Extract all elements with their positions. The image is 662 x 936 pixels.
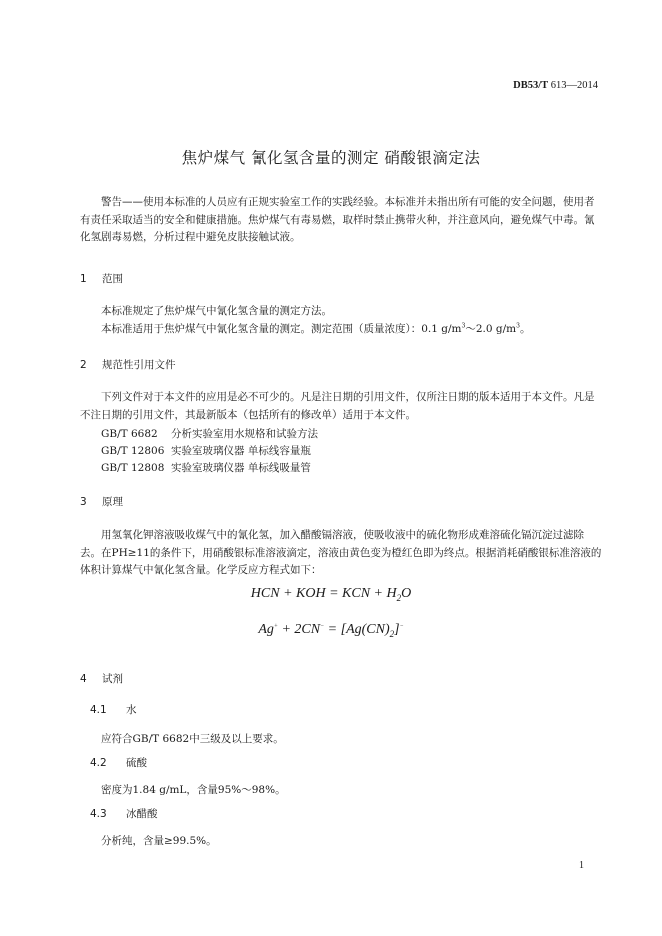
section-number: 2: [80, 359, 87, 371]
standard-code-number: 613—2014: [548, 80, 598, 91]
equation-1: [0, 586, 662, 603]
section-2-heading: [80, 357, 176, 372]
subsection-4-1-heading: [90, 702, 137, 717]
section-title: 原理: [102, 496, 123, 508]
principle-paragraph: 用氢氧化钾溶液吸收煤气中的氰化氢，加入醋酸镉溶液，使吸收液中的硫化物形成难溶硫化镉沉淀过滤除去。在PH≥11的条件下，用硝酸银标准溶液滴定，溶液由黄色变为橙红色即为终点。根据消耗硝酸银标准溶液的体积计算煤气中氰化氢含量。化学反应方程式如下：: [80, 529, 602, 576]
subsection-title: 水: [126, 704, 137, 716]
reference-title: 实验室玻璃仪器 单标线吸量管: [171, 462, 311, 474]
reagent-description: 应符合GB/T 6682中三级及以上要求。: [101, 733, 284, 745]
standard-code-prefix: DB53/T: [513, 80, 549, 91]
equation-lhs: HCN + KOH = KCN + H: [250, 586, 397, 601]
complex-close: ]: [394, 622, 400, 637]
subsection-title: 冰醋酸: [126, 808, 158, 820]
reference-title: 实验室玻璃仪器 单标线容量瓶: [171, 445, 311, 457]
ion-charge: −: [320, 623, 325, 630]
reference-title: 分析实验室用水规格和试验方法: [171, 428, 318, 440]
ion-charge: −: [399, 623, 404, 630]
scope-paragraph-1: 本标准规定了焦炉煤气中氰化氢含量的测定方法。: [101, 305, 332, 317]
equation-2: [0, 622, 662, 639]
section-4-heading: [80, 671, 123, 686]
scope-end: 。: [519, 323, 531, 335]
document-title: 焦炉煤气 氰化氢含量的测定 硝酸银滴定法: [181, 149, 481, 167]
section-title: 范围: [102, 273, 123, 285]
silver-ion: Ag: [258, 622, 274, 637]
scope-range-upper: ～2.0 g/m: [465, 323, 517, 335]
cyanide-term: + 2CN: [277, 622, 321, 637]
subsection-number: 4.2: [90, 757, 107, 769]
section-1-heading: [80, 271, 123, 286]
complex-subscript: 2: [389, 628, 395, 639]
unit-exponent: 3: [516, 322, 520, 330]
standard-code: [513, 80, 598, 91]
unit-exponent: 3: [461, 322, 466, 330]
reagent-description: 密度为1.84 g/mL，含量95%～98%。: [101, 784, 286, 796]
subsection-4-3-heading: [90, 806, 158, 821]
section-title: 试剂: [102, 673, 123, 685]
complex-open: [Ag(CN): [340, 622, 390, 637]
section-number: 4: [80, 673, 87, 685]
subsection-4-2-heading: [90, 755, 147, 770]
section-number: 3: [80, 496, 87, 508]
reference-standard: GB/T 6682: [101, 428, 158, 440]
section-title: 规范性引用文件: [102, 359, 176, 371]
subsection-title: 硫酸: [126, 757, 147, 769]
normative-intro: 下列文件对于本文件的应用是必不可少的。凡是注日期的引用文件，仅所注日期的版本适用于本文件。凡是不注日期的引用文件，其最新版本（包括所有的修改单）适用于本文件。: [80, 391, 595, 421]
equation-subscript: 2: [396, 592, 402, 603]
subsection-number: 4.1: [90, 704, 107, 716]
reference-item: [101, 426, 318, 441]
section-3-heading: [80, 494, 123, 509]
reagent-description: 分析纯，含量≥99.5%。: [101, 835, 217, 847]
reference-item: [101, 443, 311, 458]
reference-standard: GB/T 12806: [101, 445, 165, 457]
reference-standard: GB/T 12808: [101, 462, 165, 474]
warning-paragraph: 警告——使用本标准的人员应有正规实验室工作的实践经验。本标准并未指出所有可能的安全问题，使用者有责任采取适当的安全和健康措施。焦炉煤气有毒易燃，取样时禁止携带火种，并注意风向，避免煤气中毒。氰化氢剧毒易燃，分析过程中避免皮肤接触试液。: [80, 196, 595, 243]
page-number: 1: [579, 860, 584, 871]
subsection-number: 4.3: [90, 808, 107, 820]
ion-charge: +: [273, 623, 278, 630]
section-number: 1: [80, 273, 87, 285]
scope-text: 本标准适用于焦炉煤气中氰化氢含量的测定。测定范围（质量浓度）：0.1 g/m: [101, 323, 462, 335]
reference-item: [101, 460, 311, 475]
equation-rhs: O: [401, 586, 412, 601]
scope-paragraph-2: [101, 321, 530, 336]
equals-sign: =: [324, 622, 341, 637]
